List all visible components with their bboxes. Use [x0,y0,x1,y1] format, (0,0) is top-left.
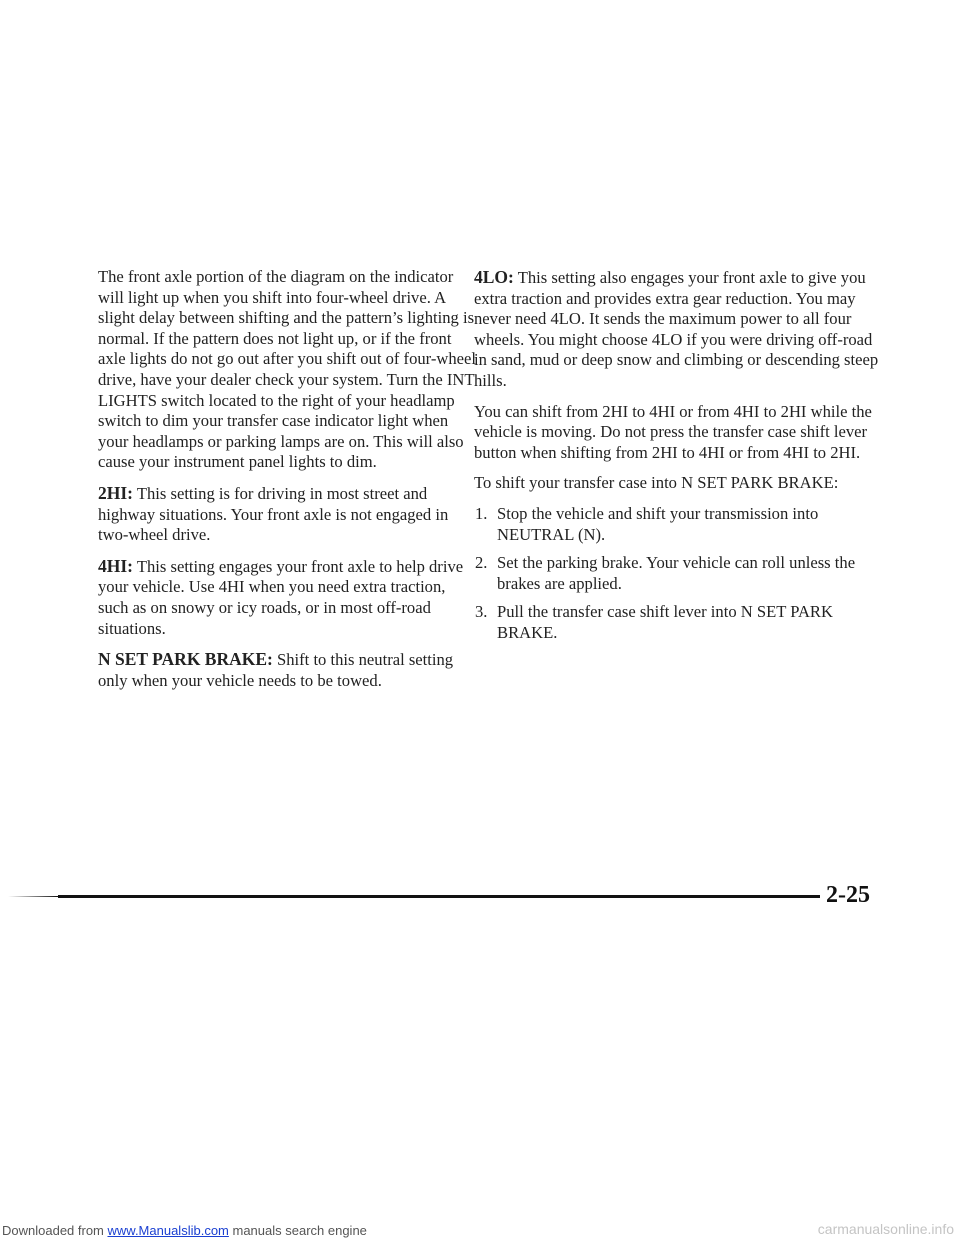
setting-text: This setting engages your front axle to help drive your vehicle. Use 4HI when you need extra traction, such as on snowy or icy roads, or in most off-road situations. [98,556,464,638]
setting-n-set-park-brake [98,649,478,691]
step-number: 3. [475,602,488,622]
download-footer [0,1218,960,1242]
setting-text: Shift to this neutral setting only when your vehicle needs to be towed. [98,650,454,690]
setting-text: This setting also engages your front axle to give you extra traction and provides extra gear reduction. You may never need 4LO. It sends the maximum power to all four wheels. You might choose 4LO if you were driving off-road in sand, mud or deep snow and climbing or descending steep hills. [474,268,879,390]
steps-list [474,504,882,644]
step-item [474,553,882,594]
left-column [98,267,478,701]
shift-note: You can shift from 2HI to 4HI or from 4HI to 2HI while the vehicle is moving. Do not press the transfer case shift lever button when shifting from 2HI to 4HI or from 4HI to 2HI. [474,401,872,462]
step-text: Stop the vehicle and shift your transmission into NEUTRAL (N). [497,503,819,544]
step-item [474,602,882,643]
steps-intro: To shift your transfer case into N SET PARK BRAKE: [474,473,839,493]
setting-4hi [98,556,478,639]
footer-prefix: Downloaded from [2,1223,108,1238]
right-column [474,267,882,652]
setting-term: 4LO: [474,267,514,287]
footer-suffix: manuals search engine [228,1223,367,1238]
step-number: 1. [475,503,488,523]
step-number: 2. [475,553,488,573]
step-text: Pull the transfer case shift lever into N SET PARK BRAKE. [497,602,833,642]
page-number: 2-25 [826,882,870,908]
intro-paragraph: The front axle portion of the diagram on the indicator will light up when you shift into four-wheel drive. A slight delay between shifting and the pattern’s lighting is normal. If the pattern does not light up, or if the front axle lights do not go out after you shift out of four-wheel drive, have your dealer check your system. Turn the INT LIGHTS switch located to the right of your headlamp switch to dim your transfer case indicator light when your headlamps or parking lamps are on. This will also cause your instrument panel lights to dim. [98,267,477,472]
footer-source [2,1223,367,1238]
setting-2hi [98,483,478,546]
step-text: Set the parking brake. Your vehicle can roll unless the brakes are applied. [497,553,856,593]
setting-term: N SET PARK BRAKE: [98,649,273,670]
setting-4lo [474,267,882,392]
setting-term: 4HI: [98,555,133,576]
page-divider-rule [58,895,820,898]
watermark-text: carmanualsonline.info [817,1221,954,1237]
setting-text: This setting is for driving in most street and highway situations. Your front axle is not engaged in two-wheel drive. [98,483,449,545]
step-item [474,504,882,545]
manualslib-link[interactable]: www.Manualslib.com [107,1223,229,1238]
setting-term: 2HI: [98,482,133,503]
